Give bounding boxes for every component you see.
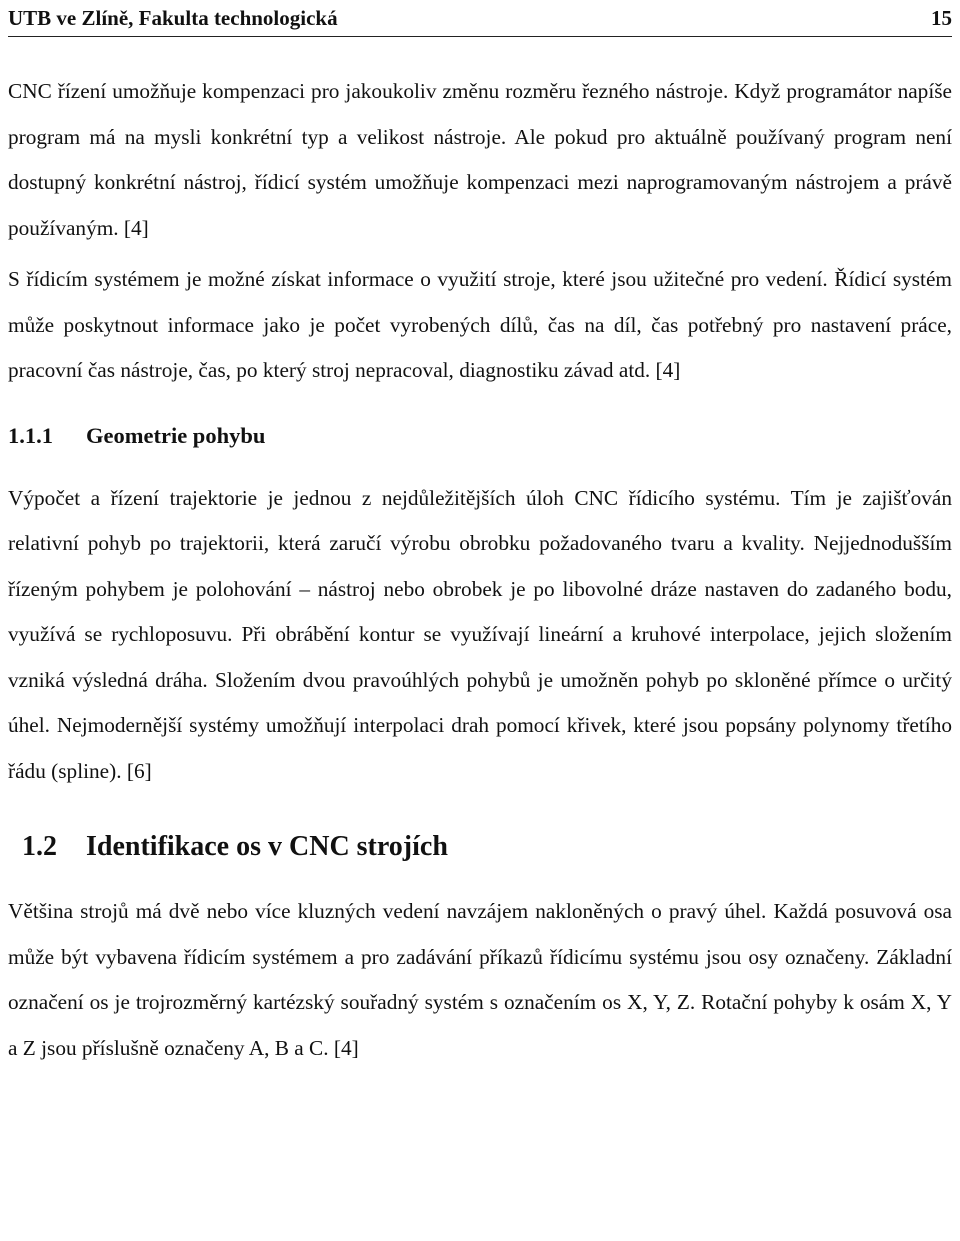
paragraph-tool-compensation: CNC řízení umožňuje kompenzaci pro jakoukoliv změnu rozměru řezného nástroje. Když programátor napíše program má na mysli konkrétní typ a velikost nástroje. Ale pokud pro aktuálně používaný program není dostupný konkrétní nástroj, řídicí systém umožňuje kompenzaci mezi naprogramovaným nástrojem a právě používaným. [4] — [8, 79, 952, 240]
page-header — [8, 0, 952, 37]
section-title: Identifikace os v CNC strojích — [86, 831, 448, 862]
subsection-title: Geometrie pohybu — [86, 422, 266, 448]
subsection-heading — [8, 416, 952, 456]
subsection-number: 1.1.1 — [8, 422, 53, 448]
paragraph-axis-identification: Většina strojů má dvě nebo více kluzných vedení navzájem nakloněných o pravý úhel. Každá posuvová osa může být vybavena řídicím systémem a pro zadávání příkazů řídicímu systému jsou osy označeny. Základní označení os je trojrozměrný kartézský souřadný systém s označením os X, Y, Z. Rotační pohyby k osám X, Y a Z jsou příslušně označeny A, B a C. [4] — [8, 899, 952, 1060]
document-body — [8, 69, 952, 1071]
section-heading — [8, 824, 952, 870]
paragraph-usage-information: S řídicím systémem je možné získat informace o využití stroje, které jsou užitečné pro vedení. Řídicí systém může poskytnout informace jako je počet vyrobených dílů, čas na díl, čas potřebný pro nastavení práce, pracovní čas nástroje, čas, po který stroj nepracoval, diagnostiku závad atd. [4] — [8, 267, 952, 382]
section-number: 1.2 — [22, 831, 57, 862]
header-title: UTB ve Zlíně, Fakulta technologická — [8, 5, 338, 30]
page-number: 15 — [931, 5, 952, 30]
paragraph-motion-geometry: Výpočet a řízení trajektorie je jednou z nejdůležitějších úloh CNC řídicího systému. Tím je zajišťován relativní pohyb po trajektorii, která zaručí výrobu obrobku požadovaného tvaru a kvality. Nejjednodušším řízeným pohybem je polohování – nástroj nebo obrobek je po libovolné dráze nastaven do zadaného bodu, využívá se rychloposuvu. Při obrábění kontur se využívají lineární a kruhové interpolace, jejich složením vzniká výsledná dráha. Složením dvou pravoúhlých pohybů je umožněn pohyb po skloněné přímce o určitý úhel. Nejmodernější systémy umožňují interpolaci drah pomocí křivek, které jsou popsány polynomy třetího řádu (spline). [6] — [8, 485, 952, 783]
